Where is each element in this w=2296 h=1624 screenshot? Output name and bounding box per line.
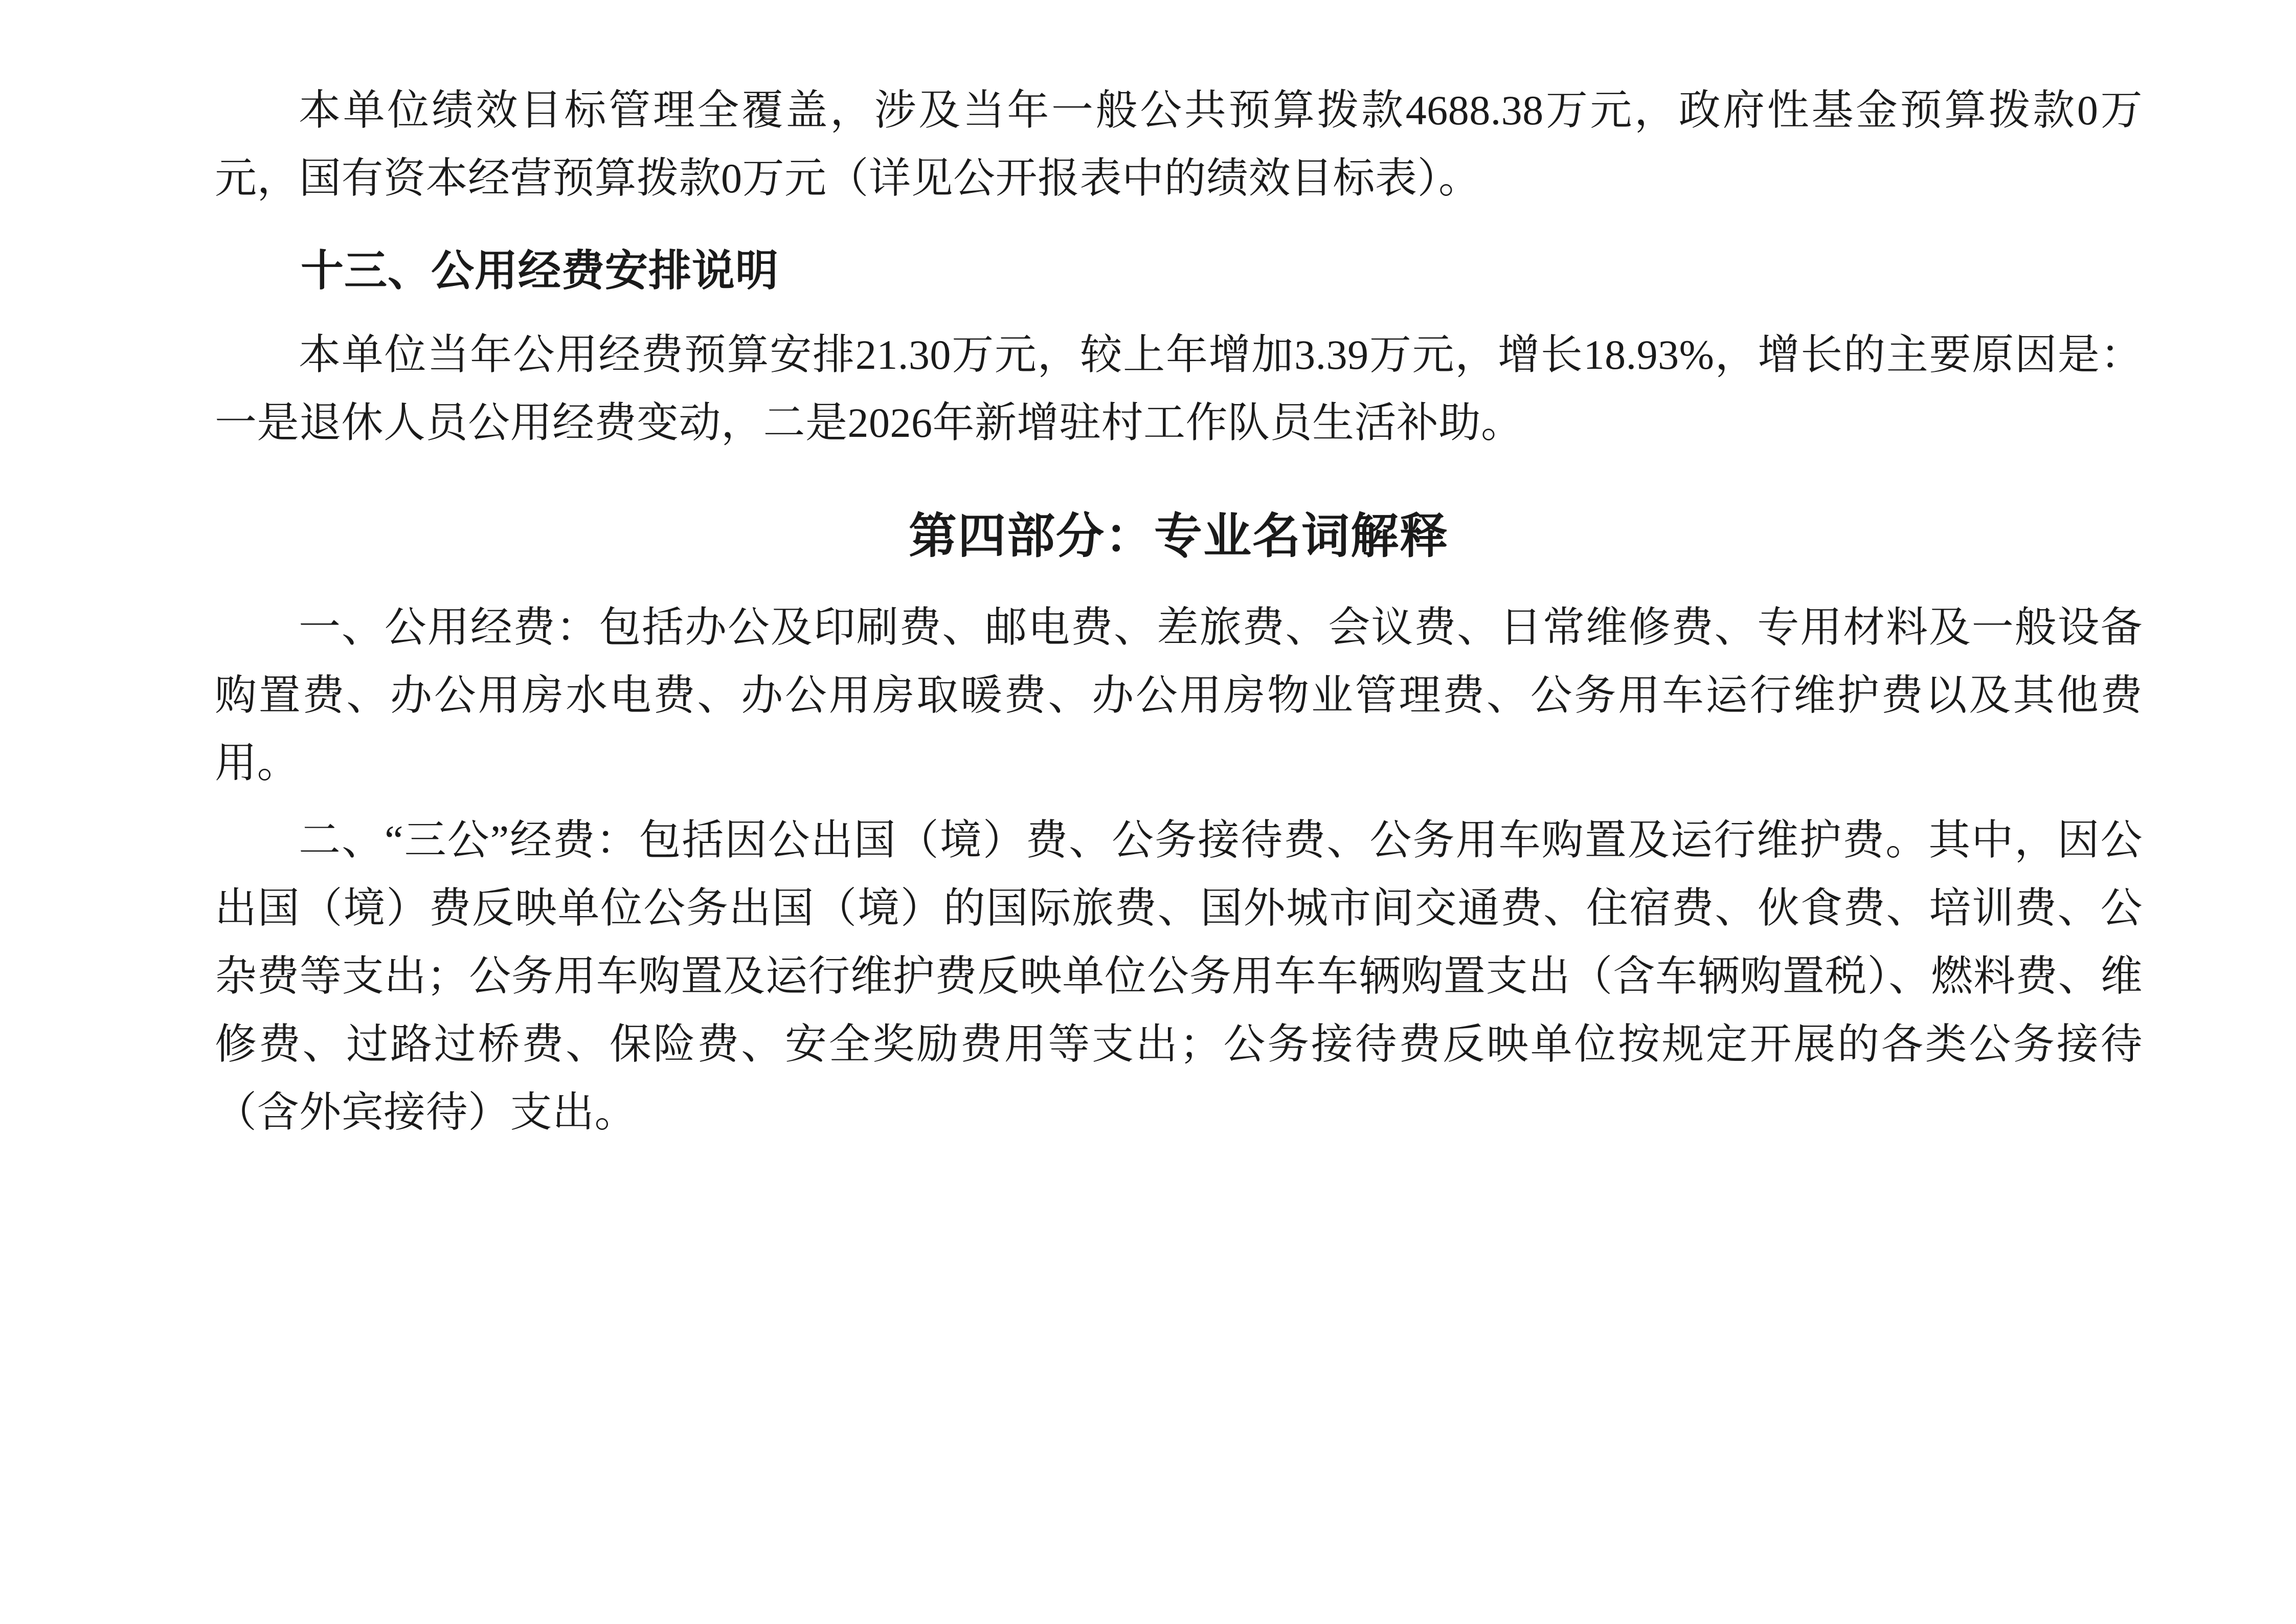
- page-title-part-four: 第四部分：专业名词解释: [908, 509, 1449, 563]
- term-item-three-public-expenses: 二、“三公”经费：包括因公出国（境）费、公务接待费、公务用车购置及运行维护费。其中，因公出国（境）费反映单位公务出国（境）的国际旅费、国外城市间交通费、住宿费、伙食费、培训费、公杂费等支出；公务用车购置及运行维护费反映单位公务用车车辆购置支出（含车辆购置税）、燃料费、维修费、过路过桥费、保险费、安全奖励费用等支出；公务接待费反映单位按规定开展的各类公务接待（含外宾接待）支出。: [215, 817, 2143, 1136]
- paragraph-public-funds-arrangement: 本单位当年公用经费预算安排21.30万元，较上年增加3.39万元，增长18.93%，增长的主要原因是：一是退休人员公用经费变动，二是2026年新增驻村工作队员生活补助。: [215, 331, 2143, 446]
- term-item-public-funds: 一、公用经费：包括办公及印刷费、邮电费、差旅费、会议费、日常维修费、专用材料及一般设备购置费、办公用房水电费、办公用房取暖费、办公用房物业管理费、公务用车运行维护费以及其他费用。: [215, 604, 2143, 787]
- paragraph-performance-coverage: 本单位绩效目标管理全覆盖，涉及当年一般公共预算拨款4688.38万元，政府性基金预算拨款0万元，国有资本经营预算拨款0万元（详见公开报表中的绩效目标表）。: [215, 87, 2143, 202]
- section-heading-thirteen: 十三、公用经费安排说明: [301, 247, 779, 295]
